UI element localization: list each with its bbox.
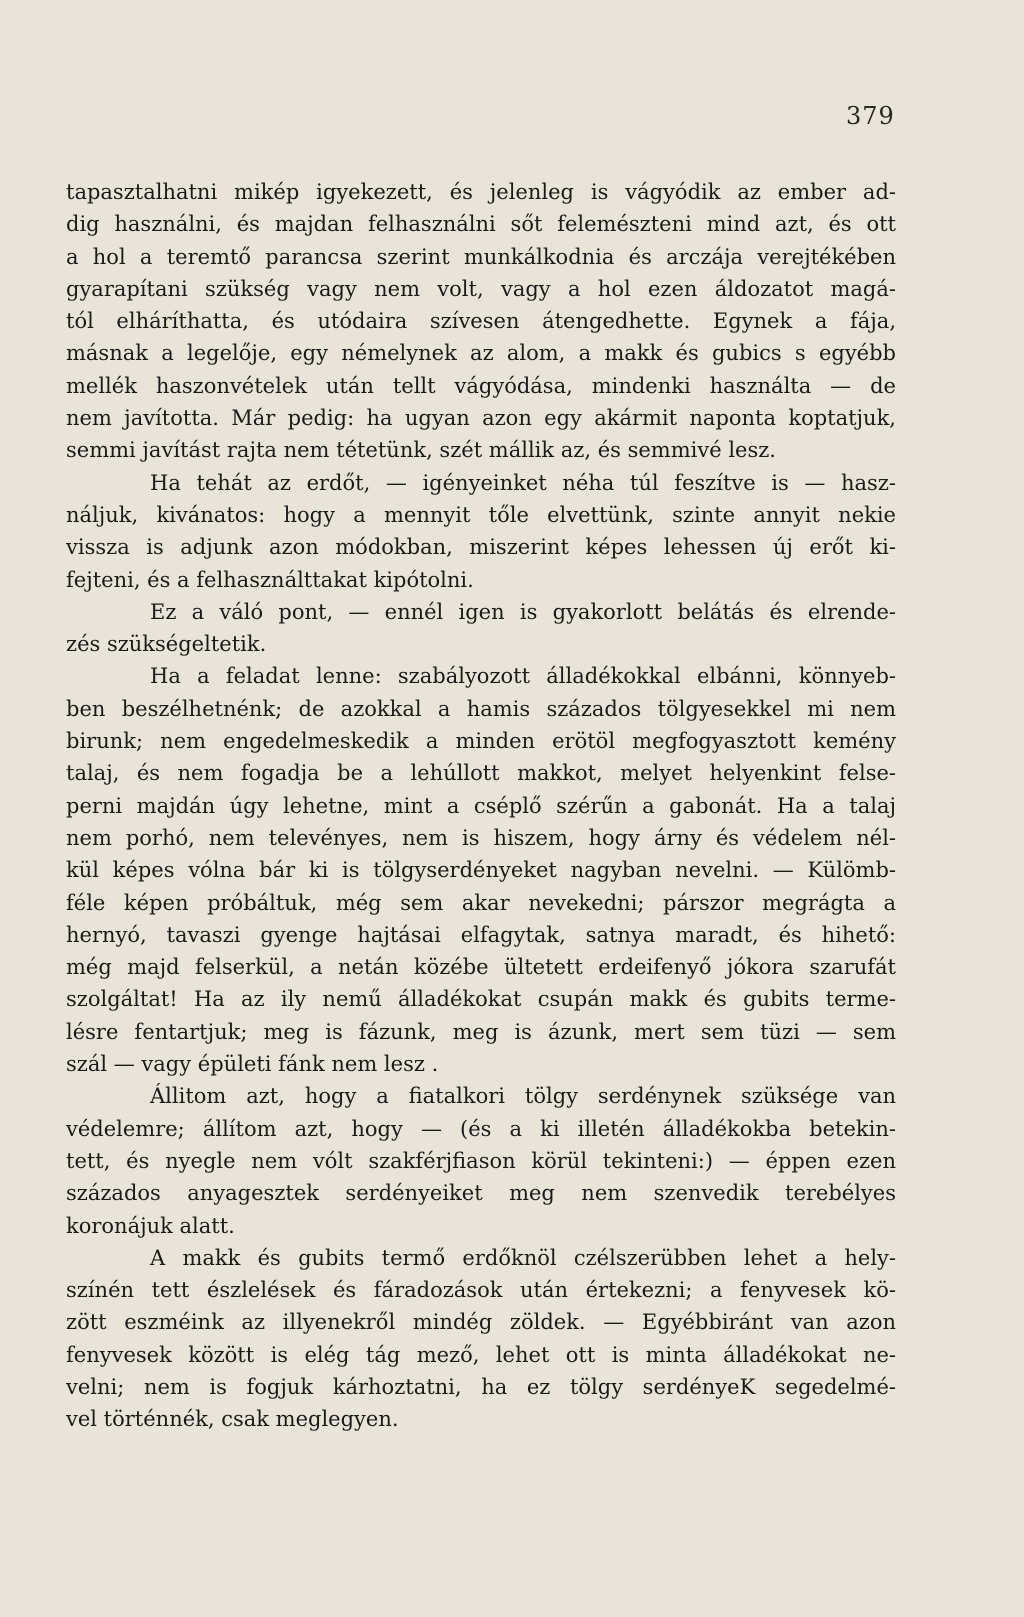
page-number: 379 xyxy=(846,102,895,130)
text-line: színén tett észlelések és fáradozások után értekezni; a fenyvesek kö- xyxy=(66,1278,896,1303)
text-line: talaj, és nem fogadja be a lehúllott makkot, melyet helyenkint felse- xyxy=(66,761,896,786)
text-line: féle képen próbáltuk, még sem akar nevekedni; párszor megrágta a xyxy=(66,890,896,915)
text-line: zött eszméink az illyenekről mindég zöldek. — Egyébbiránt van azon xyxy=(66,1310,896,1335)
body-text xyxy=(66,176,896,1436)
text-line: százados anyagesztek serdényeiket meg nem szenvedik terebélyes xyxy=(66,1181,896,1206)
text-line: semmi javítást rajta nem tétetünk, szét mállik az, és semmivé lesz. xyxy=(66,438,776,463)
text-line: kül képes vólna bár ki is tölgyserdényeket nagyban nevelni. — Külömb- xyxy=(66,858,896,883)
paragraph-start-line: A makk és gubits termő erdőknöl czélszerübben lehet a hely- xyxy=(150,1245,896,1270)
paragraph-start-line: Állitom azt, hogy a fiatalkori tölgy serdénynek szüksége van xyxy=(150,1084,896,1109)
text-line: birunk; nem engedelmeskedik a minden erötöl megfogyasztott kemény xyxy=(66,729,896,754)
text-line: még majd felserkül, a netán közébe ültetett erdeifenyő jókora szarufát xyxy=(66,955,896,980)
paragraph-start-line: Ha tehát az erdőt, — igényeinket néha túl feszítve is — hasz- xyxy=(150,470,896,495)
text-line: szolgáltat! Ha az ily nemű álladékokat csupán makk és gubits terme- xyxy=(66,987,896,1012)
text-line: szál — vagy épületi fánk nem lesz . xyxy=(66,1052,439,1077)
text-line: zés szükségeltetik. xyxy=(66,632,267,657)
paragraph-start-line: Ha a feladat lenne: szabályozott álladékokkal elbánni, könnyeb- xyxy=(150,664,896,689)
text-line: lésre fentartjuk; meg is fázunk, meg is ázunk, mert sem tüzi — sem xyxy=(66,1019,896,1044)
text-line: velni; nem is fogjuk kárhoztatni, ha ez tölgy serdényeK segedelmé- xyxy=(66,1374,896,1399)
text-line: fejteni, és a felhasználttakat kipótolni. xyxy=(66,567,474,592)
text-line: koronájuk alatt. xyxy=(66,1213,235,1238)
text-line: náljuk, kivánatos: hogy a mennyit tőle elvettünk, szinte annyit nekie xyxy=(66,502,896,527)
text-line: ben beszélhetnénk; de azokkal a hamis százados tölgyesekkel mi nem xyxy=(66,696,896,721)
text-line: nem javította. Már pedig: ha ugyan azon egy akármit naponta koptatjuk, xyxy=(66,406,896,431)
text-line: fenyvesek között is elég tág mező, lehet ott is minta álladékokat ne- xyxy=(66,1342,896,1367)
text-line: vel történnék, csak meglegyen. xyxy=(66,1407,399,1432)
text-line: a hol a teremtő parancsa szerint munkálkodnia és arczája verejtékében xyxy=(66,244,896,269)
text-line: tól elháríthatta, és utódaira szívesen átengedhette. Egynek a fája, xyxy=(66,309,896,334)
text-line: dig használni, és majdan felhasználni sőt felemészteni mind azt, és ott xyxy=(66,212,896,237)
text-line: tapasztalhatni mikép igyekezett, és jelenleg is vágyódik az ember ad- xyxy=(66,180,896,204)
text-line: vissza is adjunk azon módokban, miszerint képes lehessen új erőt ki- xyxy=(66,535,896,560)
text-line: másnak a legelője, egy némelynek az alom, a makk és gubics s egyébb xyxy=(66,341,896,366)
text-line: nem porhó, nem televényes, nem is hiszem, hogy árny és védelem nél- xyxy=(66,825,896,850)
text-line: védelemre; állítom azt, hogy — (és a ki illetén álladékokba betekin- xyxy=(66,1116,896,1141)
text-line: tett, és nyegle nem vólt szakférjfiason körül tekinteni:) — éppen ezen xyxy=(66,1148,896,1173)
text-line: gyarapítani szükség vagy nem volt, vagy a hol ezen áldozatot magá- xyxy=(66,276,896,301)
text-line: hernyó, tavaszi gyenge hajtásai elfagytak, satnya maradt, és hihető: xyxy=(66,922,896,947)
text-line: mellék haszonvételek után tellt vágyódása, mindenki használta — de xyxy=(66,373,896,398)
paragraph-start-line: Ez a váló pont, — ennél igen is gyakorlott belátás és elrende- xyxy=(150,599,896,624)
text-line: perni majdán úgy lehetne, mint a cséplő szérűn a gabonát. Ha a talaj xyxy=(66,793,896,818)
